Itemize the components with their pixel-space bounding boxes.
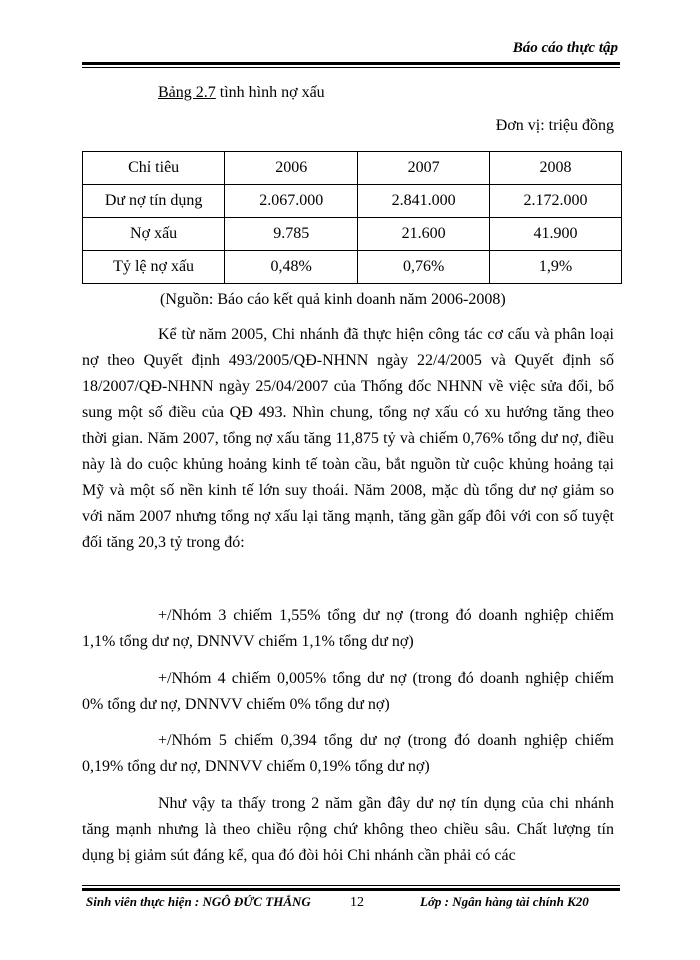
table-cell: Dư nợ tín dụng: [83, 185, 225, 218]
table-row: [83, 185, 622, 218]
table-cell: 21.600: [358, 218, 490, 251]
paragraph-text: Như vậy ta thấy trong 2 năm gần đây dư nợ tín dụng của chi nhánh tăng mạnh nhưng là theo chiều rộng chứ không theo chiều sâu. Chất lượng tín dụng bị giảm sút đáng kể, qua đó đòi hỏi Chi nhánh cần phải có các: [82, 795, 614, 864]
header-cell: 2008: [490, 152, 622, 185]
header-cell: 2007: [358, 152, 490, 185]
table-cell: 1,9%: [490, 251, 622, 284]
table-source: (Nguồn: Báo cáo kết quả kinh doanh năm 2006-2008): [160, 291, 506, 308]
table-number: Bảng 2.7: [158, 84, 216, 101]
footer-student: Sinh viên thực hiện : NGÔ ĐỨC THẮNG: [86, 894, 311, 909]
table-row: [83, 218, 622, 251]
list-item: +/Nhóm 3 chiếm 1,55% tổng dư nợ (trong đó doanh nghiệp chiếm 1,1% tổng dư nợ, DNNVV chiếm 1,1% tổng dư nợ): [82, 607, 614, 650]
bad-debt-table: [82, 151, 622, 284]
table-title: tình hình nợ xấu: [215, 84, 325, 101]
table-cell: 2.067.000: [225, 185, 358, 218]
unit-label: Đơn vị: triệu đồng: [495, 117, 614, 134]
header-cell: Chỉ tiêu: [83, 152, 225, 185]
table-cell: Tỷ lệ nợ xấu: [83, 251, 225, 284]
list-item: +/Nhóm 4 chiếm 0,005% tổng dư nợ (trong đó doanh nghiệp chiếm 0% tổng dư nợ, DNNVV chiếm 0% tổng dư nợ): [82, 670, 614, 713]
table-cell: 0,76%: [358, 251, 490, 284]
list-item-group-3: [82, 603, 614, 655]
page-number: 12: [350, 895, 364, 910]
table-caption: [158, 84, 325, 102]
table-cell: 41.900: [490, 218, 622, 251]
header-title: Báo cáo thực tập: [512, 40, 618, 56]
header-rule-thin: [82, 67, 620, 68]
footer-rule-thin: [82, 885, 620, 886]
table-cell: 9.785: [225, 218, 358, 251]
table-cell: 2.172.000: [490, 185, 622, 218]
table-cell: Nợ xấu: [83, 218, 225, 251]
table-row: [83, 251, 622, 284]
header-cell: 2006: [225, 152, 358, 185]
paragraph-intro: [82, 322, 614, 556]
table-header-row: [83, 152, 622, 185]
header-rule-thick: [82, 62, 620, 65]
footer-rule-thick: [82, 888, 620, 891]
list-item-group-5: [82, 728, 614, 780]
table-cell: 2.841.000: [358, 185, 490, 218]
paragraph-text: Kể từ năm 2005, Chi nhánh đã thực hiện công tác cơ cấu và phân loại nợ theo Quyết định 493/2005/QĐ-NHNN ngày 22/4/2005 và Quyết định số 18/2007/QĐ-NHNN ngày 25/04/2007 của Thống đốc NHNN về việc sửa đổi, bổ sung một số điều của QĐ 493. Nhìn chung, tổng nợ xấu có xu hướng tăng theo thời gian. Năm 2007, tổng nợ xấu tăng 11,875 tỷ và chiếm 0,76% tổng dư nợ, điều này là do cuộc khủng hoảng kinh tế toàn cầu, bắt nguồn từ cuộc khủng hoảng tại Mỹ và một số nền kinh tế lớn suy thoái. Năm 2008, mặc dù tổng dư nợ giảm so với năm 2007 nhưng tổng nợ xấu lại tăng mạnh, tăng gần gấp đôi với con số tuyệt đối tăng 20,3 tỷ trong đó:: [82, 326, 614, 551]
table-cell: 0,48%: [225, 251, 358, 284]
list-item: +/Nhóm 5 chiếm 0,394 tổng dư nợ (trong đó doanh nghiệp chiếm 0,19% tổng dư nợ, DNNVV chiếm 0,19% tổng dư nợ): [82, 732, 614, 775]
footer-class: Lớp : Ngân hàng tài chính K20: [420, 894, 589, 909]
paragraph-conclusion: [82, 791, 614, 869]
list-item-group-4: [82, 666, 614, 718]
